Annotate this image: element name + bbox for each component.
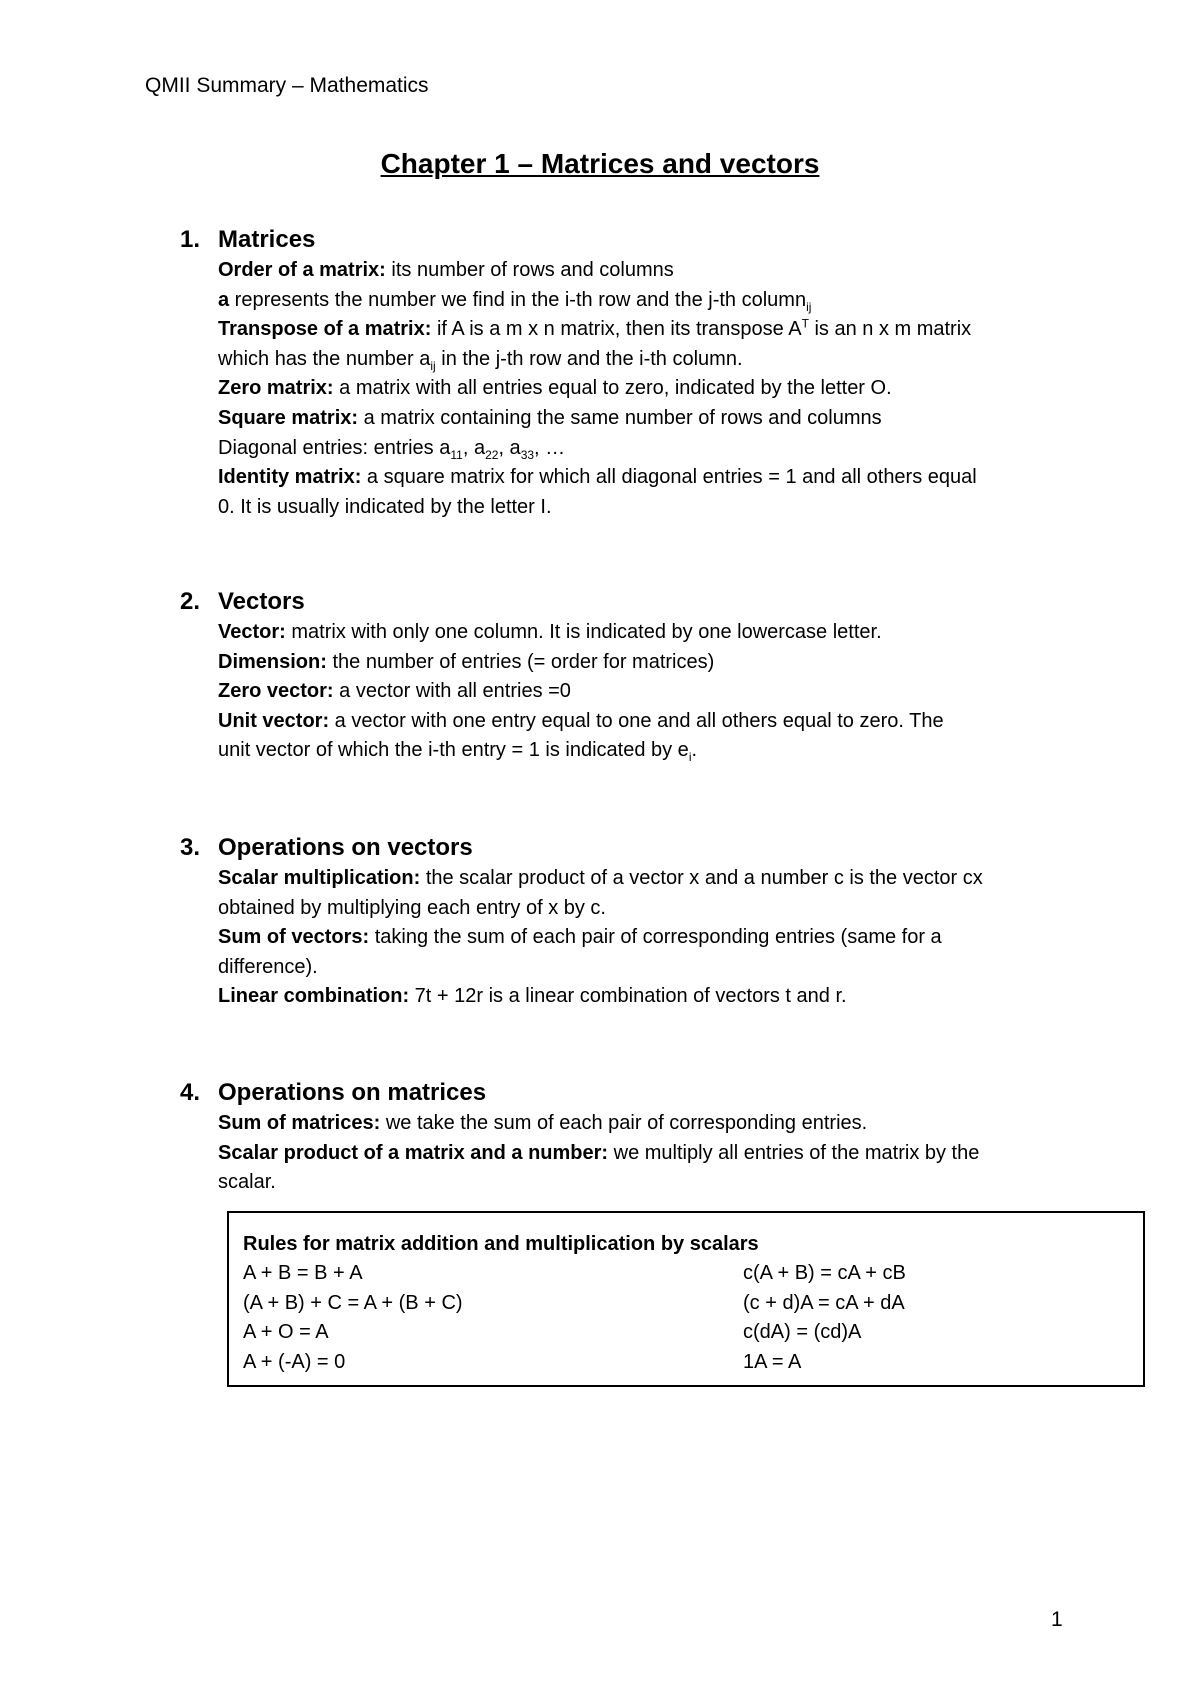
- line-text: difference).: [218, 955, 318, 978]
- superscript: T: [801, 316, 809, 331]
- term-label: Identity matrix:: [218, 466, 362, 489]
- term-label: Linear combination:: [218, 985, 410, 1008]
- text-line: [218, 315, 1080, 345]
- line-text: 0. It is usually indicated by the letter I.: [218, 495, 552, 518]
- text-line: [218, 894, 1080, 924]
- subscript: 22: [485, 447, 499, 462]
- line-text: we multiply all entries of the matrix by the: [608, 1141, 980, 1164]
- text-line: [218, 374, 1080, 404]
- section-number: 1.: [180, 226, 201, 253]
- rules-grid: [243, 1259, 1129, 1377]
- line-text: a vector with one entry equal to one and all others equal to zero. The: [329, 709, 944, 732]
- text-line: [218, 736, 1080, 766]
- rule-right: 1A = A: [743, 1350, 802, 1373]
- section-operations-on-vectors: [180, 832, 1080, 1012]
- rule-left: A + O = A: [243, 1321, 329, 1344]
- term-label: Vector:: [218, 621, 286, 643]
- rule-left: A + B = B + A: [243, 1262, 363, 1284]
- text-line: [218, 404, 1080, 434]
- rule-left: (A + B) + C = A + (B + C): [243, 1291, 463, 1314]
- text-line: [218, 1109, 1080, 1139]
- line-text: is an n x m matrix: [808, 318, 972, 341]
- term-label: Sum of vectors:: [218, 926, 370, 949]
- text-line: [218, 982, 1080, 1012]
- term-label: Dimension:: [218, 650, 327, 673]
- term-label: Order of a matrix:: [218, 259, 386, 281]
- line-text: its number of rows and columns: [385, 259, 674, 281]
- line-text: in the j-th row and the i-th column.: [435, 347, 743, 370]
- section-title: Matrices: [218, 226, 316, 253]
- section-body: [218, 1109, 1080, 1198]
- line-text: matrix with only one column. It is indicated by one lowercase letter.: [285, 621, 882, 643]
- section-number: 3.: [180, 834, 201, 861]
- symbol: a: [218, 288, 230, 311]
- line-text: a matrix containing the same number of rows and columns: [358, 406, 882, 429]
- text-line: [218, 463, 1080, 493]
- text-line: [218, 256, 1080, 286]
- subscript: ij: [430, 358, 436, 373]
- section-body: [218, 256, 1080, 522]
- term-label: Square matrix:: [218, 406, 359, 429]
- line-text: we take the sum of each pair of corresponding entries.: [380, 1112, 868, 1134]
- text-line: [218, 434, 1080, 464]
- text-line: [218, 345, 1080, 375]
- line-text: a matrix with all entries equal to zero, indicated by the letter O.: [333, 377, 892, 400]
- term-label: Scalar multiplication:: [218, 867, 421, 889]
- line-text: , …: [534, 436, 566, 459]
- rule-right: c(dA) = (cd)A: [743, 1321, 862, 1344]
- line-text: Diagonal entries: entries a: [218, 436, 451, 459]
- term-label: Zero matrix:: [218, 377, 334, 400]
- rules-title: Rules for matrix addition and multiplication by scalars: [243, 1233, 759, 1255]
- section-number: 2.: [180, 588, 201, 615]
- section-heading: [180, 224, 1080, 256]
- running-header: QMII Summary – Mathematics: [145, 74, 429, 97]
- section-title: Vectors: [218, 588, 305, 615]
- text-line: [218, 1168, 1080, 1198]
- rule-right: (c + d)A = cA + dA: [743, 1291, 905, 1314]
- line-text: scalar.: [218, 1171, 276, 1194]
- term-label: Zero vector:: [218, 680, 334, 703]
- line-text: if A is a m x n matrix, then its transpose A: [431, 318, 802, 341]
- text-line: [218, 286, 1080, 316]
- line-text: .: [691, 739, 698, 762]
- text-line: [218, 618, 1080, 648]
- text-line: [218, 707, 1080, 737]
- line-text: which has the number a: [218, 347, 431, 370]
- line-text: the scalar product of a vector x and a number c is the vector cx: [420, 867, 983, 889]
- section-title: Operations on matrices: [218, 1079, 487, 1106]
- text-line: [218, 648, 1080, 678]
- section-matrices: [180, 224, 1080, 522]
- rule-left: A + (-A) = 0: [243, 1350, 346, 1373]
- section-operations-on-matrices: [180, 1077, 1080, 1198]
- line-text: , a: [498, 436, 521, 459]
- chapter-title: Chapter 1 – Matrices and vectors: [380, 148, 820, 179]
- text-line: [218, 864, 1080, 894]
- term-label: Scalar product of a matrix and a number:: [218, 1141, 609, 1164]
- rules-box: [227, 1211, 1145, 1387]
- line-text: obtained by multiplying each entry of x by c.: [218, 896, 606, 919]
- section-number: 4.: [180, 1079, 201, 1106]
- line-text: , a: [462, 436, 486, 459]
- line-text: unit vector of which the i-th entry = 1 is indicated by e: [218, 739, 689, 762]
- line-text: the number of entries (= order for matrices): [326, 650, 715, 673]
- section-heading: [180, 1077, 1080, 1109]
- subscript: i: [688, 750, 692, 765]
- subscript: ij: [806, 299, 812, 314]
- text-line: [218, 493, 1080, 523]
- line-text: 7t + 12r is a linear combination of vectors t and r.: [409, 985, 847, 1008]
- section-body: [218, 864, 1080, 1012]
- subscript: 11: [450, 447, 463, 462]
- section-heading: [180, 586, 1080, 618]
- section-body: [218, 618, 1080, 766]
- rule-right: c(A + B) = cA + cB: [743, 1262, 906, 1284]
- term-label: Sum of matrices:: [218, 1112, 381, 1134]
- text-line: [218, 677, 1080, 707]
- section-title: Operations on vectors: [218, 834, 473, 861]
- text-line: [218, 1139, 1080, 1169]
- term-label: Unit vector:: [218, 709, 330, 732]
- term-label: Transpose of a matrix:: [218, 318, 432, 341]
- page-number: 1: [1051, 1608, 1063, 1631]
- line-text: a vector with all entries =0: [333, 680, 571, 703]
- line-text: a square matrix for which all diagonal entries = 1 and all others equal: [361, 466, 977, 489]
- text-line: [218, 923, 1080, 953]
- line-text: taking the sum of each pair of corresponding entries (same for a: [369, 926, 942, 949]
- text-line: [218, 953, 1080, 983]
- line-text: represents the number we find in the i-th row and the j-th column: [229, 288, 807, 311]
- subscript: 33: [520, 447, 535, 462]
- section-heading: [180, 832, 1080, 864]
- section-vectors: [180, 586, 1080, 766]
